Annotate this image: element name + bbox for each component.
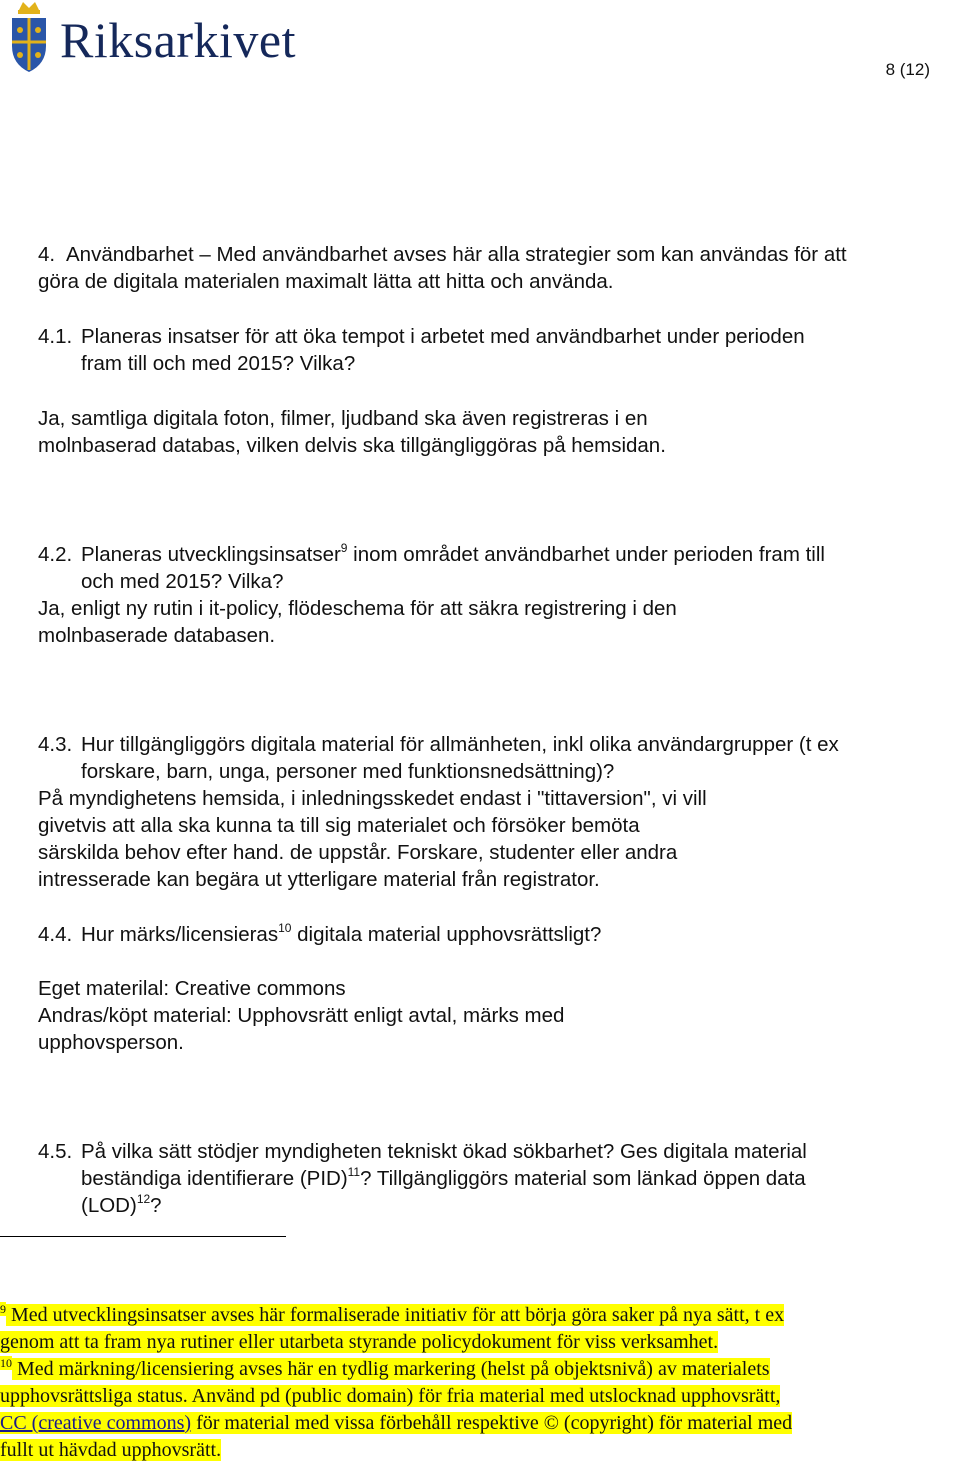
footnote-mark: 10 — [0, 1356, 12, 1370]
section-number: 4. — [38, 243, 56, 266]
question-number: 4.3. — [38, 733, 73, 756]
footnote-10: $^{10}$ Med märkning/licensiering avses här en tydlig markering (helst på objektsnivå) av materialets — [0, 1356, 770, 1380]
footnote-10-cont: upphovsrättsliga status. Använd pd (public domain) för fria material med utslocknad upphovsrätt, — [0, 1385, 781, 1407]
answer-text: Eget materilal: Creative commons — [38, 977, 346, 1000]
footnote-ref[interactable]: 9 — [340, 541, 348, 555]
question-text: Hur märks/licensieras$^{10}$ digitala material upphovsrättsligt? — [81, 921, 602, 946]
footnote-mark: 9 — [0, 1302, 6, 1316]
section-heading: Användbarhet – Med användbarhet avses här alla strategier som kan användas för att — [66, 243, 847, 266]
answer-text-cont: särskilda behov efter hand. de uppstår. Forskare, studenter eller andra — [38, 841, 678, 864]
question-text-cont: beständiga identifierare (PID)$^{11}$? Tillgängliggörs material som länkad öppen data — [81, 1165, 806, 1190]
answer-text: Ja, samtliga digitala foton, filmer, ljudband ska även registreras i en — [38, 407, 648, 430]
answer-text-cont: intresserade kan begära ut ytterligare material från registrator. — [38, 868, 600, 891]
answer-text: På myndighetens hemsida, i inledningsskedet endast i "tittaversion", vi vill — [38, 787, 707, 810]
question-text-cont: forskare, barn, unga, personer med funktionsnedsättning)? — [81, 760, 615, 783]
question-text-cont: (LOD)$^{12}$? — [81, 1192, 162, 1217]
question-text-cont: fram till och med 2015? Vilka? — [81, 352, 356, 375]
page-number: 8 (12) — [885, 60, 930, 79]
footnote-9: $^9$ Med utvecklingsinsatser avses här formaliserade initiativ för att börja göra saker på nya sätt, t ex — [0, 1302, 785, 1326]
footnote-separator — [0, 1236, 286, 1237]
logo-text: Riksarkivet — [60, 12, 297, 68]
question-number: 4.4. — [38, 923, 73, 946]
answer-text-cont: molnbaserade databasen. — [38, 624, 276, 647]
question-text: Planeras utvecklingsinsatser$^9$ inom området användbarhet under perioden fram till — [81, 541, 825, 566]
riksarkivet-logo — [6, 0, 296, 76]
footnote-ref[interactable]: 12 — [136, 1192, 151, 1206]
footnote-10-cont: fullt ut hävdad upphovsrätt. — [0, 1439, 222, 1461]
section-heading-cont: göra de digitala materialen maximalt lätta att hitta och använda. — [38, 270, 614, 293]
question-text: Planeras insatser för att öka tempot i arbetet med användbarhet under perioden — [81, 325, 805, 348]
question-text: Hur tillgängliggörs digitala material för allmänheten, inkl olika användargrupper (t ex — [81, 733, 839, 756]
question-number: 4.1. — [38, 325, 73, 348]
question-number: 4.2. — [38, 543, 73, 566]
answer-text-cont: molnbaserad databas, vilken delvis ska tillgängliggöras på hemsidan. — [38, 434, 666, 457]
answer-text-cont: Andras/köpt material: Upphovsrätt enligt avtal, märks med — [38, 1004, 565, 1027]
footnote-ref[interactable]: 11 — [347, 1165, 361, 1179]
question-text-cont: och med 2015? Vilka? — [81, 570, 284, 593]
question-number: 4.5. — [38, 1140, 73, 1163]
answer-text-cont: givetvis att alla ska kunna ta till sig materialet och försöker bemöta — [38, 814, 640, 837]
creative-commons-link[interactable]: CC (creative commons) — [0, 1412, 192, 1434]
footnote-ref[interactable]: 10 — [278, 921, 292, 935]
footnote-10-cont: CC (creative commons) för material med vissa förbehåll respektive © (copyright) för material med — [0, 1412, 793, 1434]
crest-icon — [6, 0, 52, 76]
answer-text: Ja, enligt ny rutin i it-policy, flödeschema för att säkra registrering i den — [38, 597, 677, 620]
footnote-9-cont: genom att ta fram nya rutiner eller utarbeta styrande policydokument för viss verksamhet. — [0, 1331, 719, 1353]
answer-text-cont: upphovsperson. — [38, 1031, 184, 1054]
question-text: På vilka sätt stödjer myndigheten tekniskt ökad sökbarhet? Ges digitala material — [81, 1140, 807, 1163]
